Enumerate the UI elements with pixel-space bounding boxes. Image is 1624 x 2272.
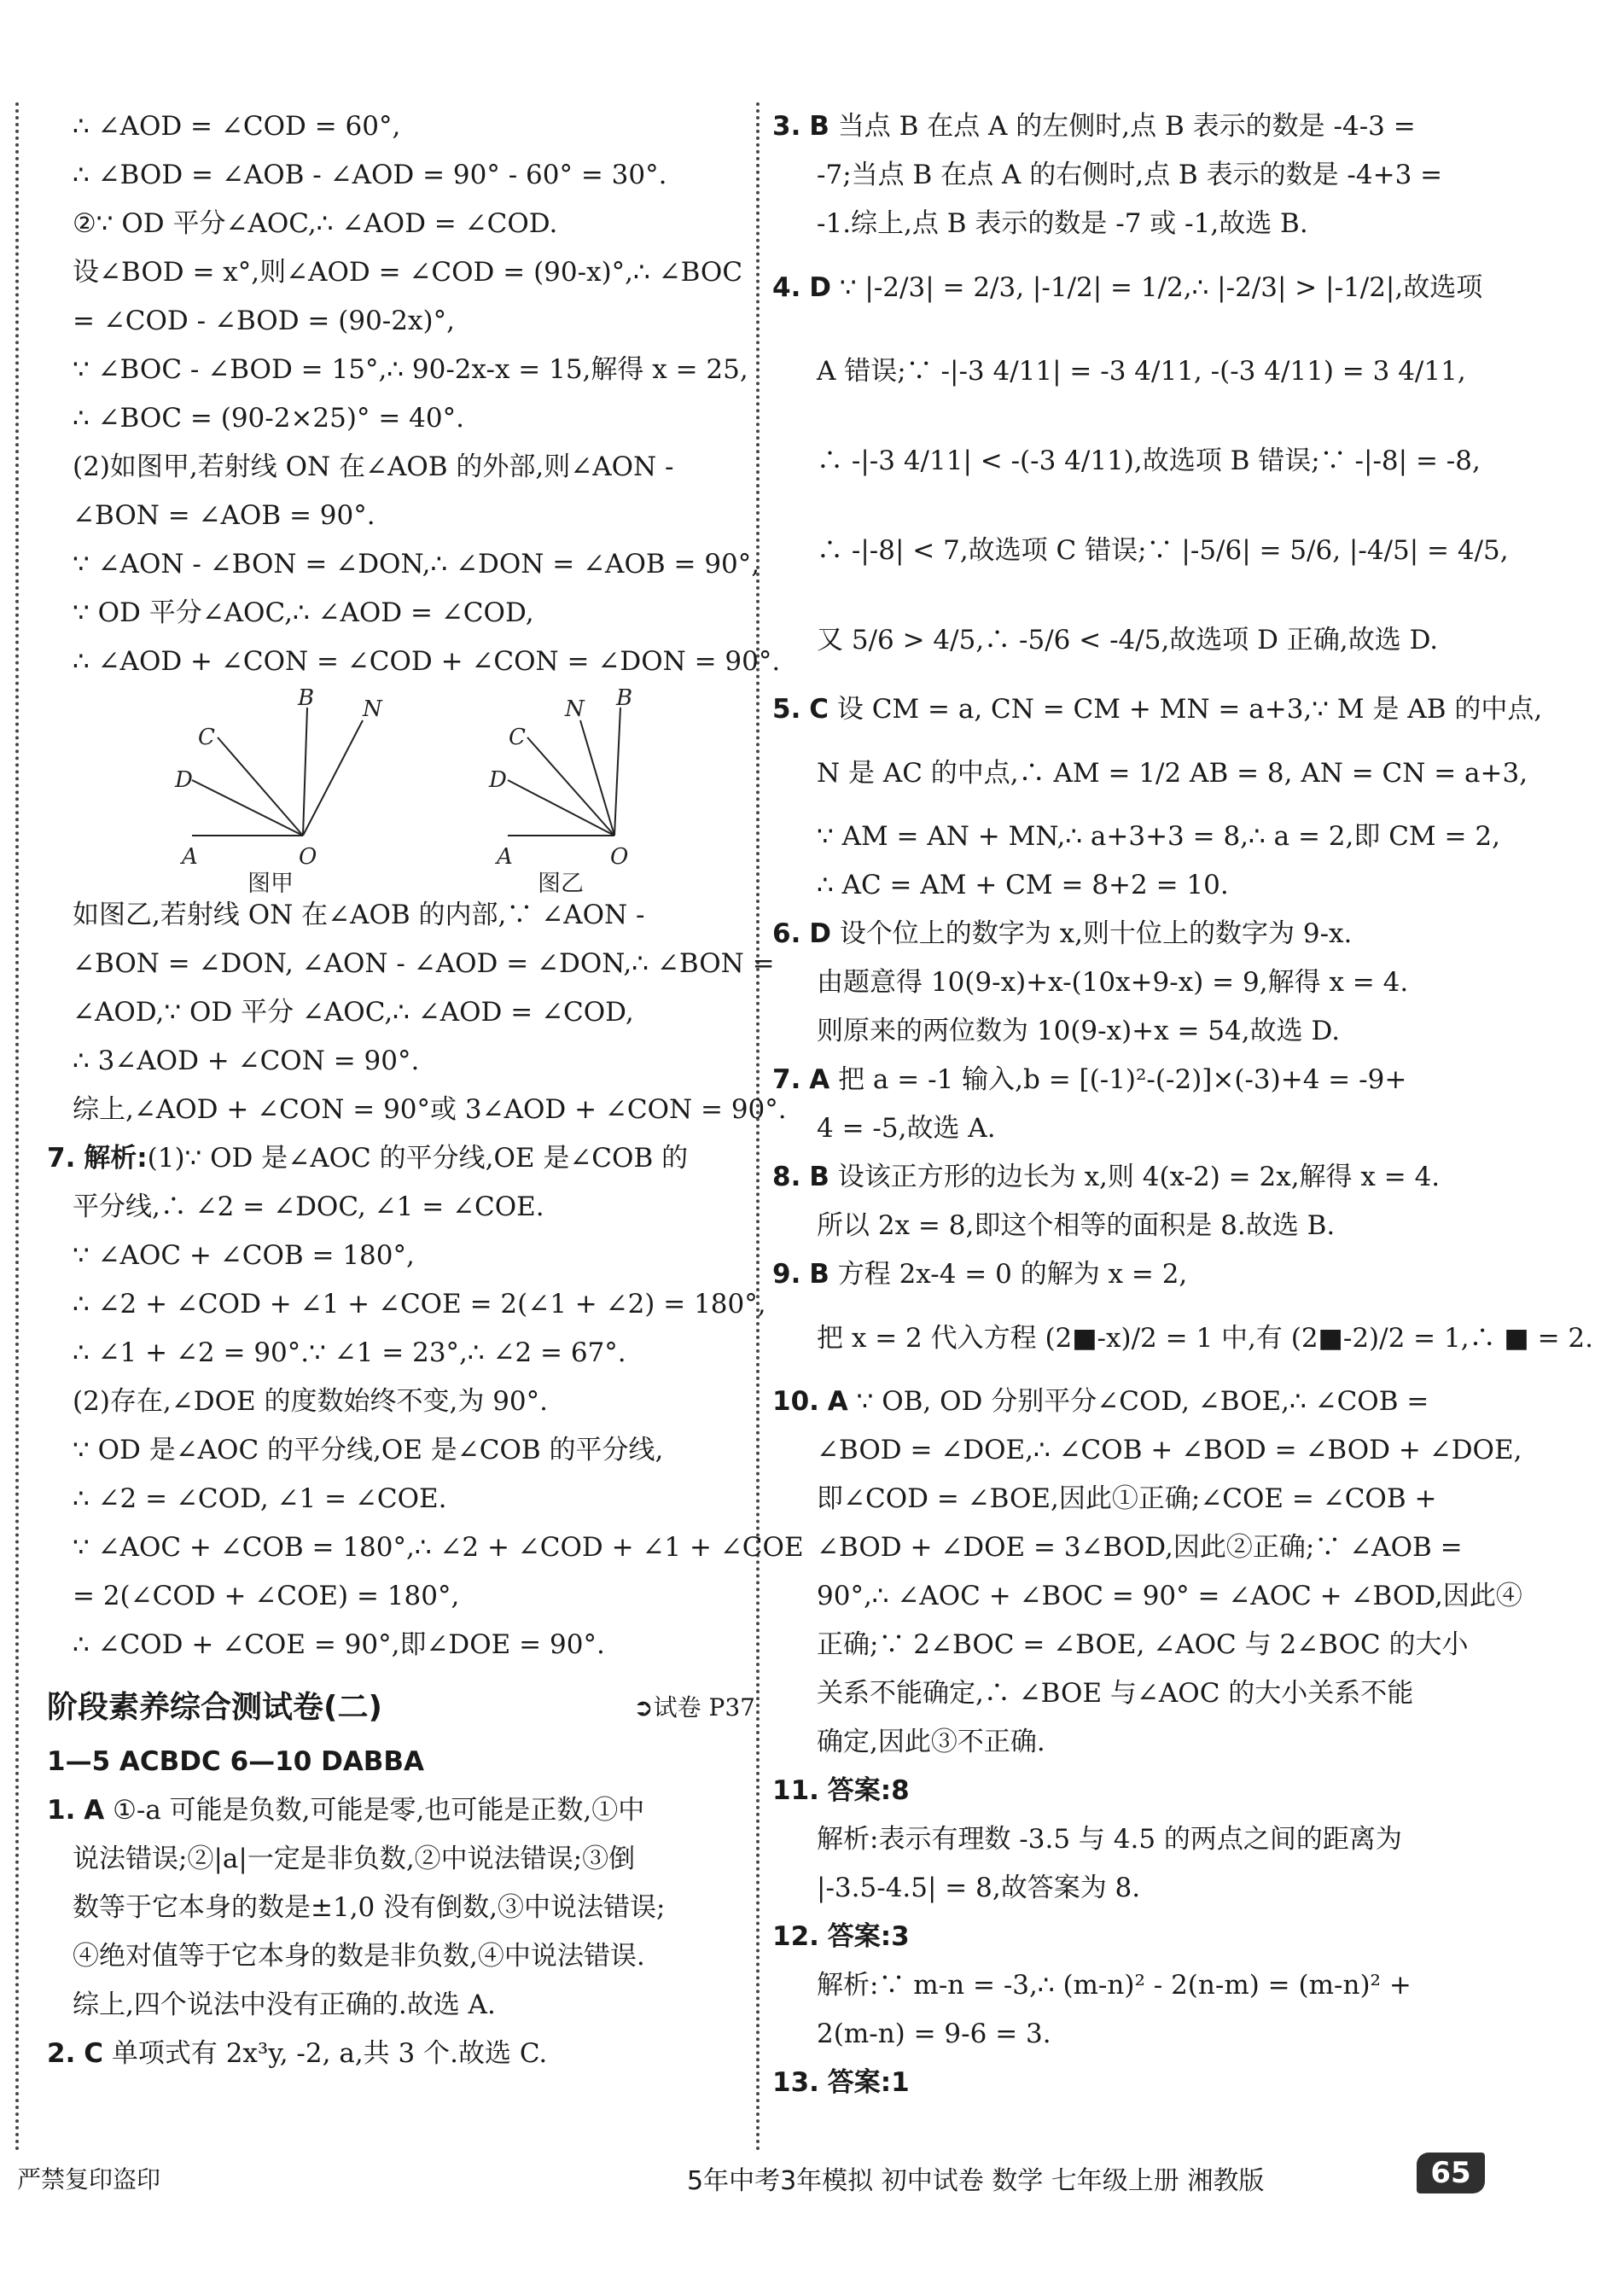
item-number: 1. [47,1795,76,1826]
text-line: 平分线,∴ ∠2 = ∠DOC, ∠1 = ∠COE. [73,1191,544,1222]
item-number: 5. [772,694,801,725]
item-5-line [772,685,1543,734]
text-line: 由题意得 10(9-x)+x-(10x+9-x) = 9,解得 x = 4. [817,967,1409,998]
text-line: 2(m-n) = 9-6 = 3. [817,2019,1051,2049]
text-line: 解析:∵ m-n = -3,∴ (m-n)² - 2(n-m) = (m-n)² + [817,1970,1412,2001]
text-line: 则原来的两位数为 10(9-x)+x = 54,故选 D. [817,1016,1341,1046]
text-line: ∠BOD + ∠DOE = 3∠BOD,因此②正确;∵ ∠AOB = [817,1532,1463,1563]
text-line: (2)如图甲,若射线 ON 在∠AOB 的外部,则∠AON - [73,451,674,482]
text-line: 数等于它本身的数是±1,0 没有倒数,③中说法错误; [73,1892,666,1923]
item-text: 当点 B 在点 A 的左侧时,点 B 表示的数是 -4-3 = [837,111,1416,142]
figure-jia-caption: 图甲 [247,871,294,897]
text-line: 所以 2x = 8,即这个相等的面积是 8.故选 B. [817,1210,1336,1241]
text-line: ∴ ∠BOD = ∠AOB - ∠AOD = 90° - 60° = 30°. [73,160,667,190]
text-line: 又 5/6 > 4/5,∴ -5/6 < -4/5,故选项 D 正确,故选 D. [817,625,1439,655]
item-text: 单项式有 2x³y, -2, a,共 3 个.故选 C. [111,2038,548,2069]
item-4-line [772,248,1493,327]
item-number: 7. [772,1064,801,1095]
text-line: ∴ 3∠AOD + ∠CON = 90°. [73,1046,420,1076]
label-c-yi: C [509,725,526,750]
label-d-jia: D [175,767,193,793]
q7-first: (1)∵ OD 是∠AOC 的平分线,OE 是∠COB 的 [147,1143,689,1174]
item-9-line [772,1250,1493,1299]
item-answer: C [84,2038,103,2069]
text-line: N 是 AC 的中点,∴ AM = 1/2 AB = 8, AN = CN = a+3, [817,758,1528,789]
label-o-jia: O [299,844,317,870]
item-2-line [47,2030,755,2078]
text-line: 4 = -5,故选 A. [817,1113,996,1144]
label-a-yi: A [497,844,513,870]
text-line: ∠BON = ∠AOB = 90°. [73,500,375,531]
text-line: ∴ ∠2 + ∠COD + ∠1 + ∠COE = 2(∠1 + ∠2) = 180°, [73,1289,766,1320]
q7-number: 7. [47,1143,76,1174]
item-6-line [772,910,1493,958]
text-line: ∴ ∠COD + ∠COE = 90°,即∠DOE = 90°. [73,1629,605,1660]
text-line: -7;当点 B 在点 A 的右侧时,点 B 表示的数是 -4+3 = [817,160,1443,190]
item-answer: D [809,272,831,303]
figure-jia-lines [192,708,363,836]
label-a-jia: A [182,844,198,870]
text-line: A 错误;∵ -|-3 4/11| = -3 4/11, -(-3 4/11) = 3 4/11, [817,356,1466,387]
page-number: 65 [1417,2153,1485,2193]
item-10-line [772,1378,1493,1426]
figure-yi-caption: 图乙 [538,871,584,897]
text-line: 如图乙,若射线 ON 在∠AOB 的内部,∵ ∠AON - [73,900,645,930]
item-12-line [772,1913,1493,1961]
item-number: 9. [772,1259,801,1290]
text-line: 即∠COD = ∠BOE,因此①正确;∠COE = ∠COB + [817,1483,1437,1514]
text-line: ∵ ∠AON - ∠BON = ∠DON,∴ ∠DON = ∠AOB = 90°, [73,549,760,580]
label-b-jia: B [298,685,315,711]
label-b-yi: B [616,685,633,711]
text-line: ∠BON = ∠DON, ∠AON - ∠AOD = ∠DON,∴ ∠BON = [73,948,775,979]
text-line: 综上,四个说法中没有正确的.故选 A. [73,1989,496,2020]
text-line: -1.综上,点 B 表示的数是 -7 或 -1,故选 B. [817,208,1308,239]
text-line: ∴ ∠1 + ∠2 = 90°.∵ ∠1 = 23°,∴ ∠2 = 67°. [73,1337,626,1368]
item-number: 4. [772,272,801,303]
label-c-jia: C [198,725,215,750]
text-line: ∴ AC = AM + CM = 8+2 = 10. [817,870,1229,900]
label-n-jia: N [363,696,382,722]
item-13-line [772,2059,1493,2107]
item-answer: B [809,111,829,142]
item-answer: 答案:3 [827,1921,910,1952]
label-d-yi: D [489,767,507,793]
item-3-line [772,102,1493,151]
text-line: ∵ ∠AOC + ∠COB = 180°,∴ ∠2 + ∠COD + ∠1 + ∠COE [73,1532,804,1563]
text-line: 关系不能确定,∴ ∠BOE 与∠AOC 的大小关系不能 [817,1678,1414,1709]
item-number: 6. [772,918,801,949]
item-answer: A [827,1386,848,1417]
page-footer [0,2151,1624,2202]
text-line: ∴ ∠BOC = (90-2×25)° = 40°. [73,403,464,434]
left-margin-dots [15,102,19,2153]
item-text: ∵ |-2/3| = 2/3, |-1/2| = 1/2,∴ |-2/3| > |-1/2|,故选项 [839,272,1483,303]
label-o-yi: O [610,844,629,870]
text-line: ∵ ∠AOC + ∠COB = 180°, [73,1240,415,1271]
item-number: 3. [772,111,801,142]
text-line: ∴ ∠2 = ∠COD, ∠1 = ∠COE. [73,1483,447,1514]
item-7-line [772,1056,1493,1104]
item-11-line [772,1767,1493,1815]
section-heading [47,1678,755,1738]
item-text: ∵ OB, OD 分别平分∠COD, ∠BOE,∴ ∠COB = [856,1386,1429,1417]
item-answer: 答案:8 [827,1775,910,1806]
item-text: 方程 2x-4 = 0 的解为 x = 2, [837,1259,1188,1290]
q7-first-line [47,1134,755,1183]
item-number: 11. [772,1775,819,1806]
text-line: = 2(∠COD + ∠COE) = 180°, [73,1581,460,1611]
section-ref: ➲试卷 P37 [633,1693,755,1721]
book-title: 5年中考3年模拟 初中试卷 数学 七年级上册 湘教版 [687,2166,1265,2196]
item-answer: B [809,1162,829,1192]
item-text: 设 CM = a, CN = CM + MN = a+3,∵ M 是 AB 的中点, [836,694,1543,725]
item-8-line [772,1153,1493,1202]
text-line: 解析:表示有理数 -3.5 与 4.5 的两点之间的距离为 [817,1824,1402,1855]
item-number: 2. [47,2038,76,2069]
right-column [772,102,1593,2107]
text-line: ∵ ∠BOC - ∠BOD = 15°,∴ 90-2x-x = 15,解得 x = 25, [73,354,748,385]
item-number: 13. [772,2067,819,2098]
text-line: ∴ -|-3 4/11| < -(-3 4/11),故选项 B 错误;∵ -|-8| = -8, [817,446,1481,476]
item-number: 8. [772,1162,801,1192]
text-line: 把 x = 2 代入方程 (2■-x)/2 = 1 中,有 (2■-2)/2 = 1,∴ ■ = 2. [817,1323,1593,1354]
figure-pair [47,685,755,897]
text-line: (2)存在,∠DOE 的度数始终不变,为 90°. [73,1386,548,1417]
text-line: ∵ OD 平分∠AOC,∴ ∠AOD = ∠COD, [73,597,534,628]
section-title: 阶段素养综合测试卷(二) [47,1690,382,1725]
text-line: 说法错误;②|a|一定是非负数,②中说法错误;③倒 [73,1844,636,1874]
text-line: ②∵ OD 平分∠AOC,∴ ∠AOD = ∠COD. [73,208,558,239]
text-line: ∠AOD,∵ OD 平分 ∠AOC,∴ ∠AOD = ∠COD, [73,997,634,1028]
text-line: 综上,∠AOD + ∠CON = 90°或 3∠AOD + ∠CON = 90°. [73,1094,787,1125]
text-line: ∴ ∠AOD + ∠CON = ∠COD + ∠CON = ∠DON = 90°. [73,646,781,677]
item-answer: 答案:1 [827,2067,910,2098]
item-text: 设该正方形的边长为 x,则 4(x-2) = 2x,解得 x = 4. [837,1162,1441,1192]
text-line: 正确;∵ 2∠BOC = ∠BOE, ∠AOC 与 2∠BOC 的大小 [817,1629,1469,1660]
text-line: ∵ AM = AN + MN,∴ a+3+3 = 8,∴ a = 2,即 CM = 2, [817,821,1500,852]
answers-summary: 1—5 ACBDC 6—10 DABBA [47,1746,425,1777]
item-answer: A [84,1795,105,1826]
item-text: 把 a = -1 输入,b = [(-1)²-(-2)]×(-3)+4 = -9+ [838,1064,1407,1095]
item-answer: B [809,1259,829,1290]
q7-head: 解析: [84,1143,148,1174]
text-line: = ∠COD - ∠BOD = (90-2x)°, [73,306,455,336]
item-text: ①-a 可能是负数,可能是零,也可能是正数,①中 [113,1795,645,1826]
item-number: 10. [772,1386,819,1417]
text-line: ④绝对值等于它本身的数是非负数,④中说法错误. [73,1941,645,1972]
text-line: 设∠BOD = x°,则∠AOD = ∠COD = (90-x)°,∴ ∠BOC [73,257,743,288]
label-n-yi: N [565,696,585,722]
item-answer: A [809,1064,830,1095]
text-line: 90°,∴ ∠AOC + ∠BOC = 90° = ∠AOC + ∠BOD,因此④ [817,1581,1522,1611]
item-1-line [47,1786,755,1835]
item-answer: C [809,694,829,725]
text-line: ∵ OD 是∠AOC 的平分线,OE 是∠COB 的平分线, [73,1435,664,1465]
item-number: 12. [772,1921,819,1952]
text-line: ∴ -|-8| < 7,故选项 C 错误;∵ |-5/6| = 5/6, |-4/5| = 4/5, [817,535,1509,566]
item-answer: D [809,918,831,949]
angle-figures [47,685,755,897]
text-line: |-3.5-4.5| = 8,故答案为 8. [817,1873,1141,1903]
item-text: 设个位上的数字为 x,则十位上的数字为 9-x. [839,918,1353,949]
text-line: 确定,因此③不正确. [817,1727,1045,1757]
copy-warning: 严禁复印盗印 [17,2165,161,2193]
text-line: ∠BOD = ∠DOE,∴ ∠COB + ∠BOD = ∠BOD + ∠DOE, [817,1435,1522,1465]
text-line: ∴ ∠AOD = ∠COD = 60°, [73,111,401,142]
